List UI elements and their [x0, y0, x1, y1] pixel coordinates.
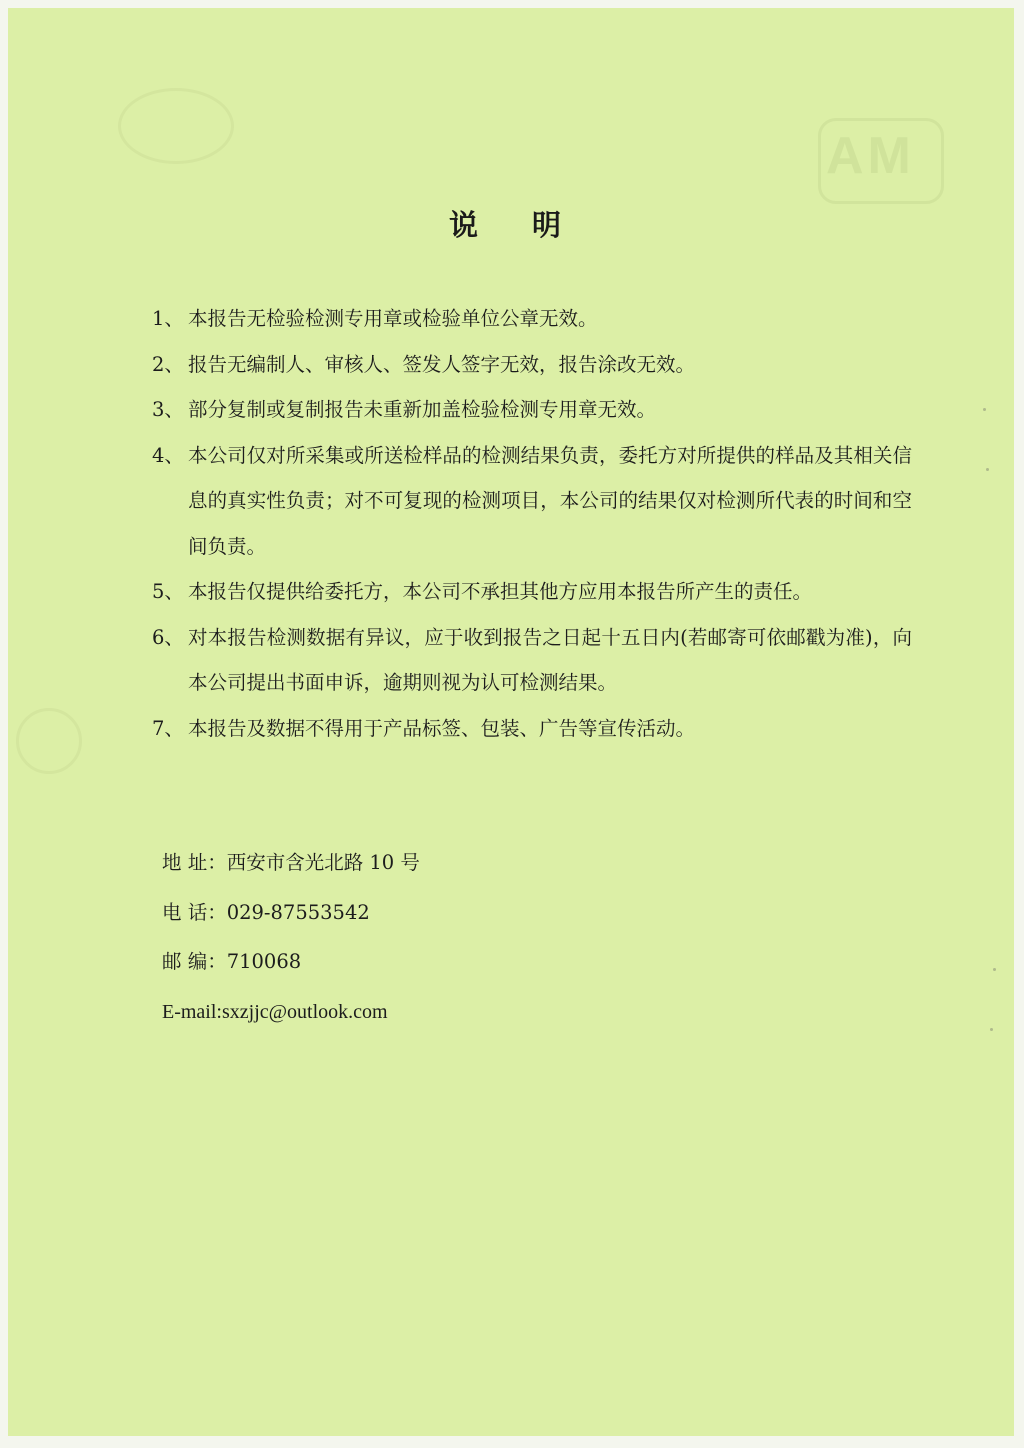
- item-text: 本报告及数据不得用于产品标签、包装、广告等宣传活动。: [188, 716, 696, 740]
- list-item: [152, 706, 912, 752]
- notes-list: [152, 296, 912, 751]
- address-label: 地 址：: [162, 851, 227, 874]
- email-row: [162, 992, 762, 1042]
- list-item: [152, 342, 912, 388]
- list-item: [152, 387, 912, 433]
- postcode-value: 710068: [226, 950, 302, 973]
- item-number: 4、: [152, 443, 184, 467]
- item-number: 6、: [152, 625, 184, 649]
- watermark-seal-mark: [16, 708, 82, 774]
- list-item: [152, 615, 912, 706]
- list-item: [152, 296, 912, 342]
- item-number: 3、: [152, 398, 184, 421]
- speck: [983, 408, 986, 411]
- speck: [993, 968, 996, 971]
- item-number: 7、: [152, 716, 184, 740]
- item-text: 部分复制或复制报告未重新加盖检验检测专用章无效。: [188, 398, 657, 421]
- address-row: [162, 843, 762, 893]
- item-text: 报告无编制人、审核人、签发人签字无效，报告涂改无效。: [188, 352, 696, 376]
- address-value: 西安市含光北路 10 号: [226, 851, 420, 874]
- speck: [990, 1028, 993, 1031]
- contact-info: [162, 843, 762, 1041]
- item-number: 2、: [152, 352, 184, 376]
- page-title: 说 明: [448, 208, 584, 242]
- item-text: 本公司仅对所采集或所送检样品的检测结果负责，委托方对所提供的样品及其相关信息的真实性负责；对不可复现的检测项目，本公司的结果仅对检测所代表的时间和空间负责。: [188, 443, 912, 558]
- list-item: [152, 433, 912, 570]
- postcode-label: 邮 编：: [162, 950, 227, 973]
- list-item: [152, 569, 912, 615]
- email-label: E-mail:: [162, 1000, 222, 1023]
- item-text: 本报告仅提供给委托方，本公司不承担其他方应用本报告所产生的责任。: [188, 580, 813, 603]
- speck: [986, 468, 989, 471]
- item-text: 对本报告检测数据有异议，应于收到报告之日起十五日内(若邮寄可依邮戳为准)，向本公司提出书面申诉，逾期则视为认可检测结果。: [188, 625, 912, 694]
- phone-row: [162, 893, 762, 943]
- watermark-seal-mark: [118, 88, 234, 164]
- item-text: 本报告无检验检测专用章或检验单位公章无效。: [188, 307, 598, 330]
- watermark-logo: AM: [826, 127, 915, 185]
- item-number: 5、: [152, 580, 184, 603]
- item-number: 1、: [152, 307, 184, 330]
- email-value: sxzjjc@outlook.com: [221, 1000, 388, 1023]
- postcode-row: [162, 942, 762, 992]
- phone-label: 电 话：: [162, 900, 227, 924]
- phone-value: 029-87553542: [226, 900, 370, 924]
